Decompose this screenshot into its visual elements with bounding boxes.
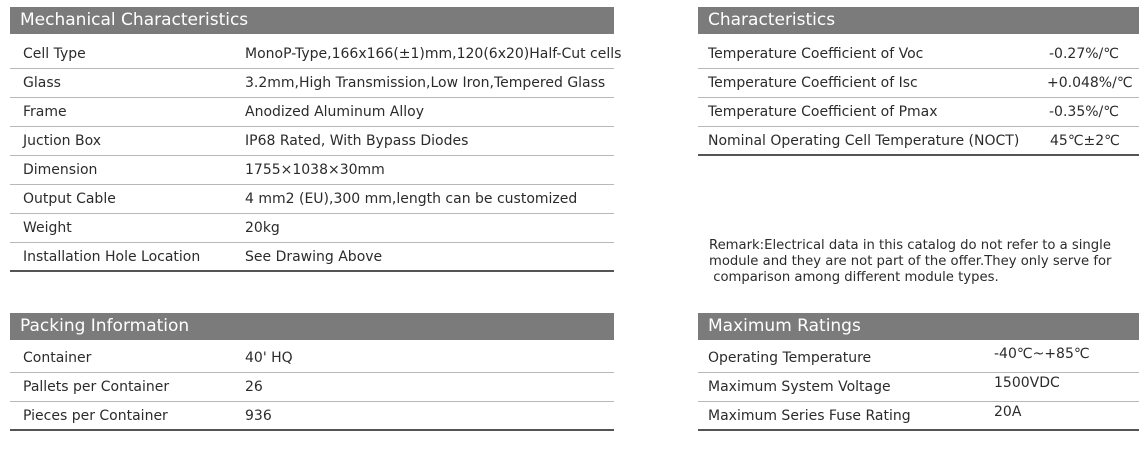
characteristics-header: Characteristics bbox=[698, 7, 1139, 34]
row-label: Temperature Coefficient of Pmax bbox=[708, 104, 938, 120]
row-label: Output Cable bbox=[23, 191, 116, 207]
remark-line: module and they are not part of the offer.They only serve for bbox=[709, 254, 1112, 269]
row-value: -0.27%/℃ bbox=[1049, 46, 1119, 62]
row-value: -40℃~+85℃ bbox=[994, 346, 1090, 362]
table-row bbox=[10, 344, 614, 373]
row-value: 4 mm2 (EU),300 mm,length can be customized bbox=[245, 191, 578, 207]
table-row bbox=[10, 127, 614, 156]
table-row bbox=[10, 69, 614, 98]
row-value: 3.2mm,High Transmission,Low Iron,Tempered Glass bbox=[245, 75, 606, 91]
row-value: See Drawing Above bbox=[245, 249, 383, 265]
row-label: Glass bbox=[23, 75, 61, 91]
table-row bbox=[10, 98, 614, 127]
row-value: -0.35%/℃ bbox=[1049, 104, 1119, 120]
row-label: Operating Temperature bbox=[708, 350, 872, 366]
row-label: Juction Box bbox=[23, 133, 101, 149]
row-value: 1500VDC bbox=[994, 375, 1060, 391]
row-label: Weight bbox=[23, 220, 72, 236]
table-row bbox=[10, 214, 614, 243]
remark-line: Remark:Electrical data in this catalog do not refer to a single bbox=[709, 238, 1111, 253]
table-row bbox=[10, 243, 614, 272]
row-label: Dimension bbox=[23, 162, 98, 178]
row-value: 20kg bbox=[245, 220, 280, 236]
table-row bbox=[698, 127, 1139, 156]
row-label: Cell Type bbox=[23, 46, 86, 62]
packing-information-table bbox=[10, 313, 614, 431]
row-value: +0.048%/℃ bbox=[1047, 75, 1133, 91]
row-label: Pieces per Container bbox=[23, 408, 168, 424]
row-value: 1755×1038×30mm bbox=[245, 162, 385, 178]
table-row bbox=[10, 40, 622, 69]
table-row bbox=[698, 98, 1139, 127]
row-label: Temperature Coefficient of Isc bbox=[708, 75, 918, 91]
packing-information-header: Packing Information bbox=[10, 313, 614, 340]
remark-line: comparison among different module types. bbox=[709, 270, 999, 285]
table-row bbox=[10, 185, 614, 214]
row-value: 40' HQ bbox=[245, 350, 293, 366]
mechanical-characteristics-header: Mechanical Characteristics bbox=[10, 7, 614, 34]
row-value: IP68 Rated, With Bypass Diodes bbox=[245, 133, 469, 149]
remark-note bbox=[709, 238, 1141, 286]
row-label: Installation Hole Location bbox=[23, 249, 201, 265]
row-label: Temperature Coefficient of Voc bbox=[708, 46, 924, 62]
table-row bbox=[698, 69, 1139, 98]
row-value: Anodized Aluminum Alloy bbox=[245, 104, 424, 120]
row-label: Frame bbox=[23, 104, 67, 120]
table-row bbox=[698, 402, 1139, 431]
table-row bbox=[698, 40, 1139, 69]
mechanical-characteristics-table bbox=[10, 7, 622, 272]
table-row bbox=[698, 344, 1139, 373]
row-label: Maximum Series Fuse Rating bbox=[708, 408, 911, 424]
maximum-ratings-table bbox=[698, 313, 1139, 431]
row-value: 20A bbox=[994, 404, 1022, 420]
row-label: Pallets per Container bbox=[23, 379, 170, 395]
table-row bbox=[10, 156, 614, 185]
characteristics-table bbox=[698, 7, 1139, 156]
table-row bbox=[10, 402, 614, 431]
row-label: Container bbox=[23, 350, 92, 366]
row-value: 45℃±2℃ bbox=[1050, 133, 1120, 149]
row-label: Maximum System Voltage bbox=[708, 379, 891, 395]
table-row bbox=[10, 373, 614, 402]
row-label: Nominal Operating Cell Temperature (NOCT) bbox=[708, 133, 1020, 149]
maximum-ratings-header: Maximum Ratings bbox=[698, 313, 1139, 340]
row-value: 26 bbox=[245, 379, 263, 395]
row-value: 936 bbox=[245, 408, 272, 424]
table-row bbox=[698, 373, 1139, 402]
row-value: MonoP-Type,166x166(±1)mm,120(6x20)Half-Cut cells bbox=[245, 46, 622, 62]
